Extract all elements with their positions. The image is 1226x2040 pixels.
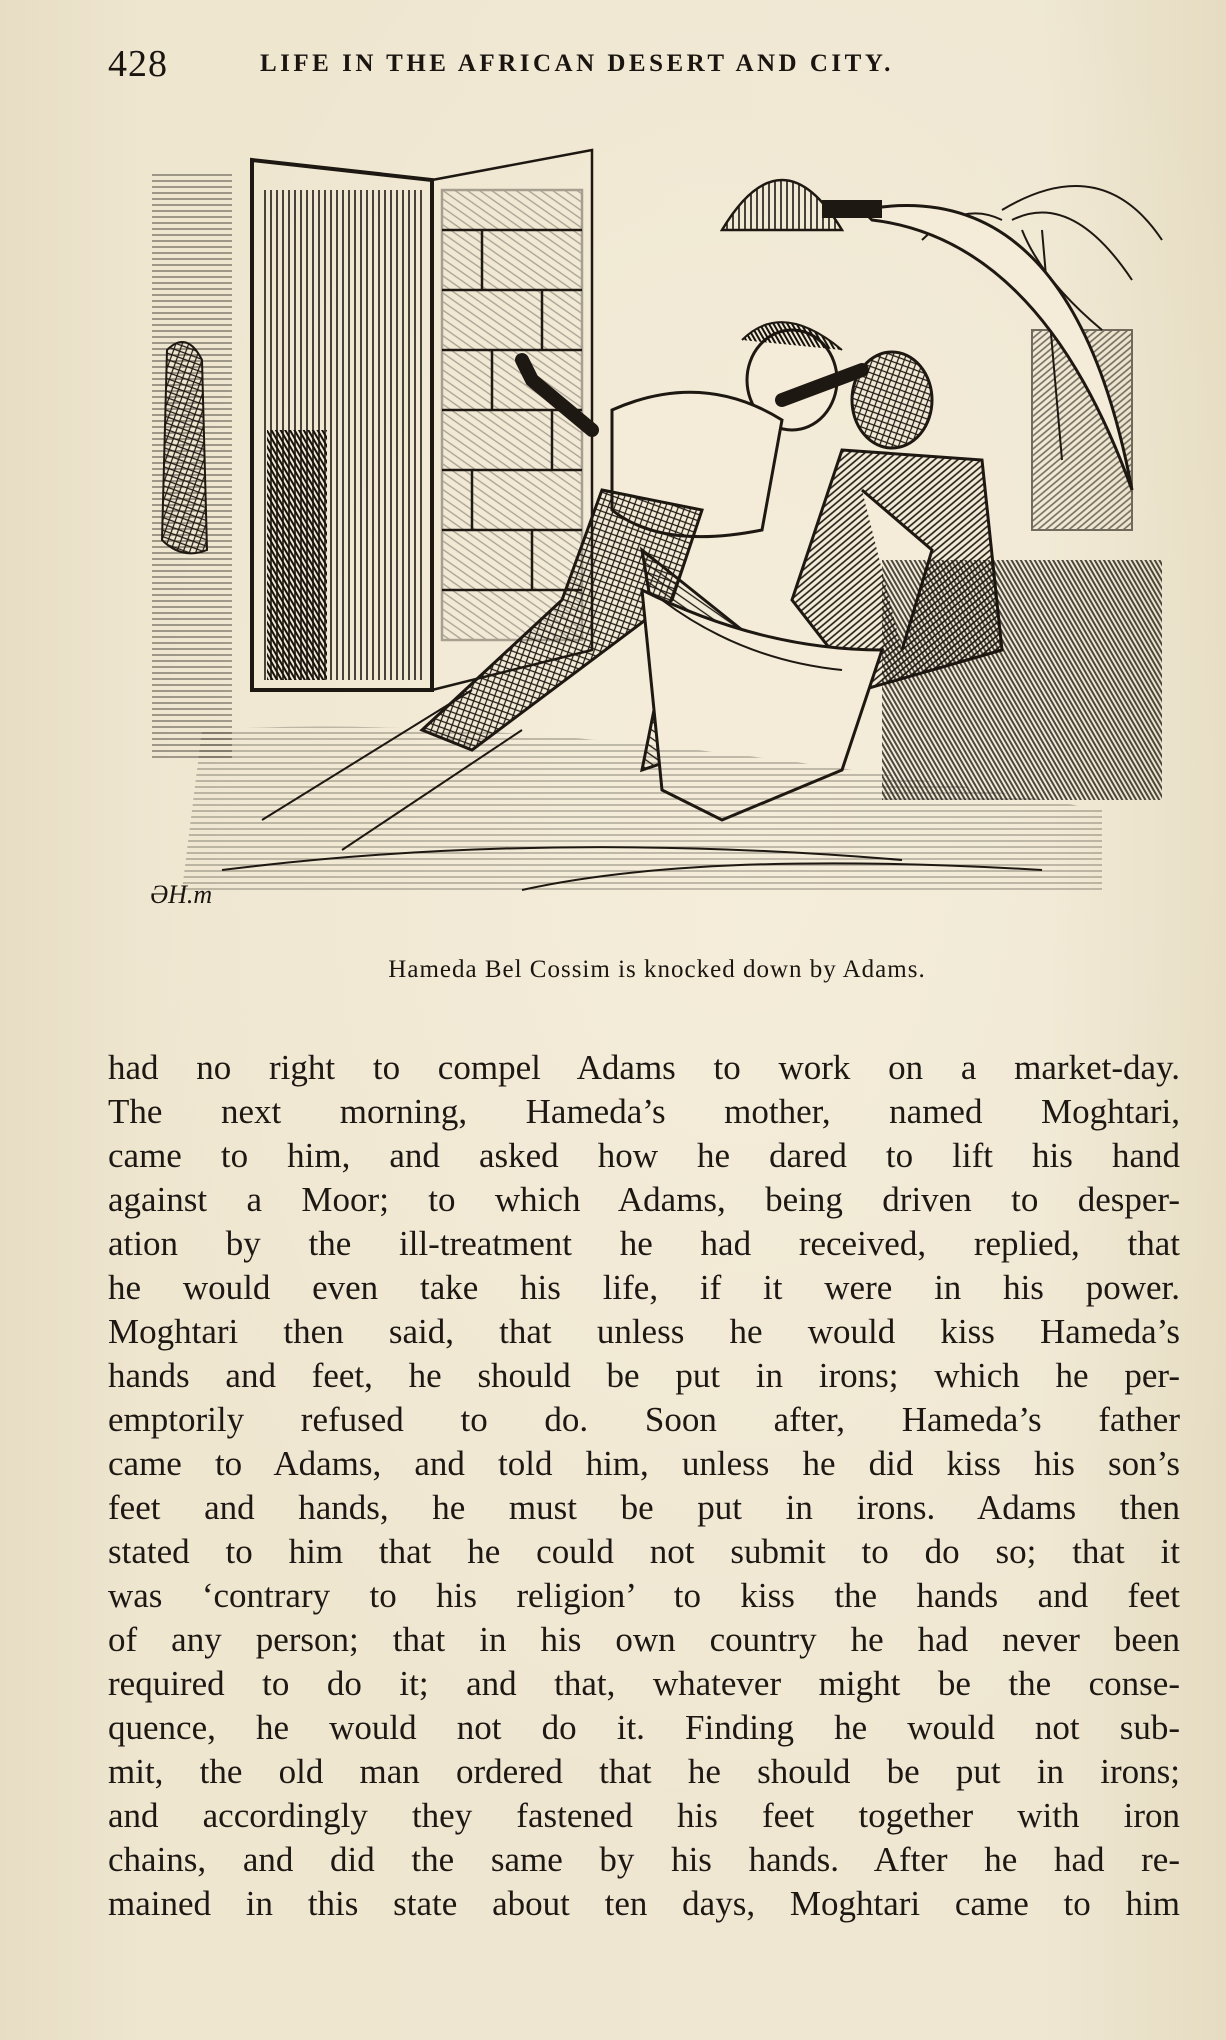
text-line: of any person; that in his own country he had never been	[108, 1620, 1180, 1659]
text-line: stated to him that he could not submit to do so; that it	[108, 1532, 1180, 1571]
text-line: came to Adams, and told him, unless he did kiss his son’s	[108, 1444, 1180, 1483]
figure-caption: Hameda Bel Cossim is knocked down by Adams.	[388, 956, 926, 983]
engraving-illustration	[142, 130, 1172, 950]
text-line: emptorily refused to do. Soon after, Hameda’s father	[108, 1400, 1180, 1439]
text-line: The next morning, Hameda’s mother, named Moghtari,	[108, 1092, 1180, 1131]
text-line: mit, the old man ordered that he should be put in irons;	[108, 1752, 1180, 1791]
text-line: quence, he would not do it. Finding he would not sub-	[108, 1708, 1180, 1747]
text-line: came to him, and asked how he dared to lift his hand	[108, 1136, 1180, 1175]
shrubbery	[882, 560, 1162, 800]
text-line: was ‘contrary to his religion’ to kiss the hands and feet	[108, 1576, 1180, 1615]
text-line: against a Moor; to which Adams, being driven to desper-	[108, 1180, 1180, 1219]
text-line: had no right to compel Adams to work on a market-day.	[108, 1048, 1180, 1087]
text-line: mained in this state about ten days, Moghtari came to him	[108, 1884, 1180, 1923]
text-line: and accordingly they fastened his feet together with iron	[108, 1796, 1180, 1835]
text-line: he would even take his life, if it were in his power.	[108, 1268, 1180, 1307]
text-line: Moghtari then said, that unless he would kiss Hameda’s	[108, 1312, 1180, 1351]
doorway	[252, 160, 432, 690]
text-line: feet and hands, he must be put in irons. Adams then	[108, 1488, 1180, 1527]
text-line: chains, and did the same by his hands. After he had re-	[108, 1840, 1180, 1879]
text-line: ation by the ill-treatment he had received, replied, that	[108, 1224, 1180, 1263]
hanging-garment	[162, 342, 207, 553]
body-text	[108, 1046, 1180, 1926]
running-title: LIFE IN THE AFRICAN DESERT AND CITY.	[260, 50, 894, 77]
page-header	[108, 42, 1178, 92]
text-line: required to do it; and that, whatever might be the conse-	[108, 1664, 1180, 1703]
text-line: hands and feet, he should be put in irons; which he per-	[108, 1356, 1180, 1395]
illustration-figure	[142, 130, 1172, 983]
engraver-signature: ƏH.m	[150, 880, 213, 909]
page-number: 428	[108, 43, 168, 85]
sword-hilt	[822, 200, 882, 218]
